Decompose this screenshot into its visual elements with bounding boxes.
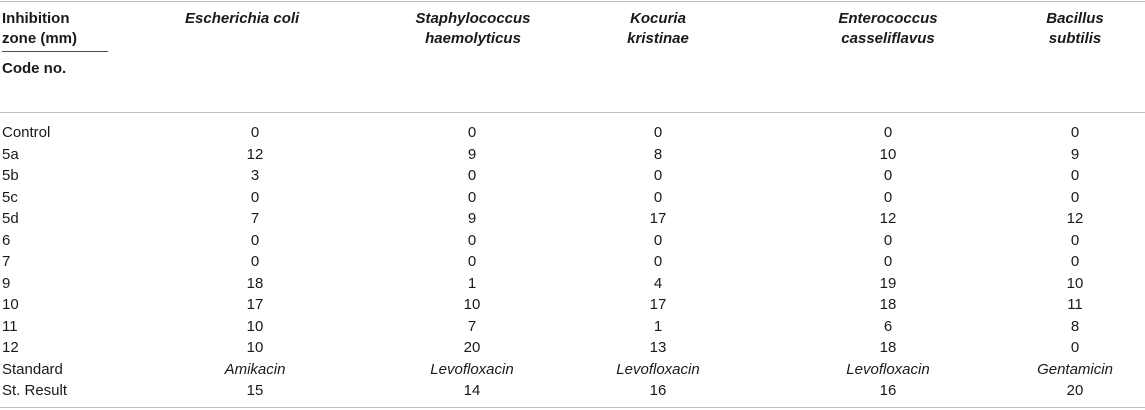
table-cell: 0 xyxy=(250,124,260,141)
table-body xyxy=(0,122,1145,402)
table-cell: 20 xyxy=(463,339,481,356)
table-cell: 18 xyxy=(879,296,897,313)
table-row xyxy=(0,273,1145,295)
table-cell: 0 xyxy=(467,253,477,270)
table-cell: 0 xyxy=(1070,339,1080,356)
table-cell: 0 xyxy=(1070,188,1080,206)
table-cell: 18 xyxy=(879,339,897,356)
table-cell: Amikacin xyxy=(224,360,286,378)
header-rule xyxy=(0,112,1145,113)
table-cell: 0 xyxy=(1070,231,1080,249)
row-label: 12 xyxy=(2,339,19,356)
row-label: 5c xyxy=(2,188,18,206)
table-cell: 1 xyxy=(653,317,663,335)
table-row xyxy=(0,187,1145,209)
row-label: 7 xyxy=(2,253,11,270)
table-cell: 10 xyxy=(879,145,897,163)
bottom-rule xyxy=(0,407,1145,408)
table-cell: 14 xyxy=(463,382,481,399)
table-cell: Gentamicin xyxy=(1037,360,1113,378)
column-header-staphylococcus-haemolyticus: Staphylococcus haemolyticus xyxy=(415,10,531,47)
top-rule xyxy=(0,1,1145,2)
code-no-header: Code no. xyxy=(2,60,67,77)
table-cell: 8 xyxy=(653,145,663,163)
table-row xyxy=(0,294,1145,316)
row-label: St. Result xyxy=(2,382,68,399)
column-header-escherichia-coli: Escherichia coli xyxy=(185,10,300,27)
table-cell: 0 xyxy=(653,253,663,270)
table-cell: 10 xyxy=(246,317,264,335)
table-cell: 0 xyxy=(250,188,260,206)
table-cell: 11 xyxy=(1067,296,1083,313)
table-cell: Levofloxacin xyxy=(430,360,514,378)
row-label: Standard xyxy=(2,360,63,378)
row-label: 5d xyxy=(2,210,19,227)
table-cell: 20 xyxy=(1066,382,1084,399)
table-row xyxy=(0,380,1145,402)
table-cell: 16 xyxy=(879,382,897,399)
table-row xyxy=(0,316,1145,338)
table-cell: 12 xyxy=(1066,210,1084,227)
table-cell: 0 xyxy=(1070,253,1080,270)
table-cell: 19 xyxy=(879,274,897,292)
table-cell: 12 xyxy=(879,210,897,227)
row-label: 11 xyxy=(2,317,18,335)
table-cell: 4 xyxy=(653,274,663,292)
table-cell: 0 xyxy=(653,124,663,141)
table-cell: 0 xyxy=(467,124,477,141)
table-cell: 0 xyxy=(883,253,893,270)
table-cell: 9 xyxy=(467,145,477,163)
stub-header-separator xyxy=(2,51,108,52)
table-cell: 10 xyxy=(1066,274,1084,292)
row-label: 10 xyxy=(2,296,19,313)
table-row xyxy=(0,144,1145,166)
table-cell: 0 xyxy=(467,231,477,249)
column-header-enterococcus-casseliflavus: Enterococcus casseliflavus xyxy=(838,10,938,47)
table-cell: 0 xyxy=(653,231,663,249)
table-cell: 16 xyxy=(649,382,667,399)
table-cell: 0 xyxy=(467,188,477,206)
row-label: 5a xyxy=(2,145,19,163)
table-cell: 12 xyxy=(246,145,264,163)
table-row xyxy=(0,208,1145,230)
table-cell: 17 xyxy=(649,296,667,313)
table-cell: 18 xyxy=(246,274,264,292)
inhibition-zone-header: Inhibition zone (mm) xyxy=(2,10,77,47)
table-cell: 10 xyxy=(463,296,481,313)
table-cell: 8 xyxy=(1070,317,1080,335)
table-cell: 7 xyxy=(467,317,477,335)
table-cell: 0 xyxy=(467,167,477,184)
table-cell: 9 xyxy=(1070,145,1080,163)
table-row xyxy=(0,122,1145,144)
table-cell: 13 xyxy=(649,339,667,356)
table-cell: 0 xyxy=(250,253,260,270)
table-row xyxy=(0,251,1145,273)
table-cell: Levofloxacin xyxy=(616,360,700,378)
table-cell: 6 xyxy=(883,317,893,335)
column-header-kocuria-kristinae: Kocuria kristinae xyxy=(627,10,689,47)
table-cell: 0 xyxy=(1070,124,1080,141)
table-cell: 0 xyxy=(250,231,260,249)
table-cell: Levofloxacin xyxy=(846,360,930,378)
table-cell: 15 xyxy=(246,382,264,399)
table-cell: 0 xyxy=(653,188,663,206)
stub-header xyxy=(2,9,108,79)
column-header-bacillus-subtilis: Bacillus subtilis xyxy=(1046,10,1104,47)
table-cell: 0 xyxy=(1070,167,1080,184)
table-cell: 7 xyxy=(250,210,260,227)
row-label: Control xyxy=(2,124,51,141)
row-label: 5b xyxy=(2,167,19,184)
table-cell: 9 xyxy=(467,210,477,227)
table-cell: 17 xyxy=(649,210,667,227)
row-label: 9 xyxy=(2,274,11,292)
table-cell: 0 xyxy=(883,167,893,184)
table-row xyxy=(0,337,1145,359)
table-cell: 17 xyxy=(246,296,264,313)
row-label: 6 xyxy=(2,231,11,249)
table-cell: 0 xyxy=(653,167,663,184)
table-row xyxy=(0,230,1145,252)
table-cell: 3 xyxy=(250,167,260,184)
table-row xyxy=(0,165,1145,187)
table-cell: 10 xyxy=(246,339,264,356)
table-cell: 0 xyxy=(883,231,893,249)
table-row xyxy=(0,359,1145,381)
table-cell: 0 xyxy=(883,124,893,141)
table-cell: 1 xyxy=(467,274,477,292)
table-cell: 0 xyxy=(883,188,893,206)
